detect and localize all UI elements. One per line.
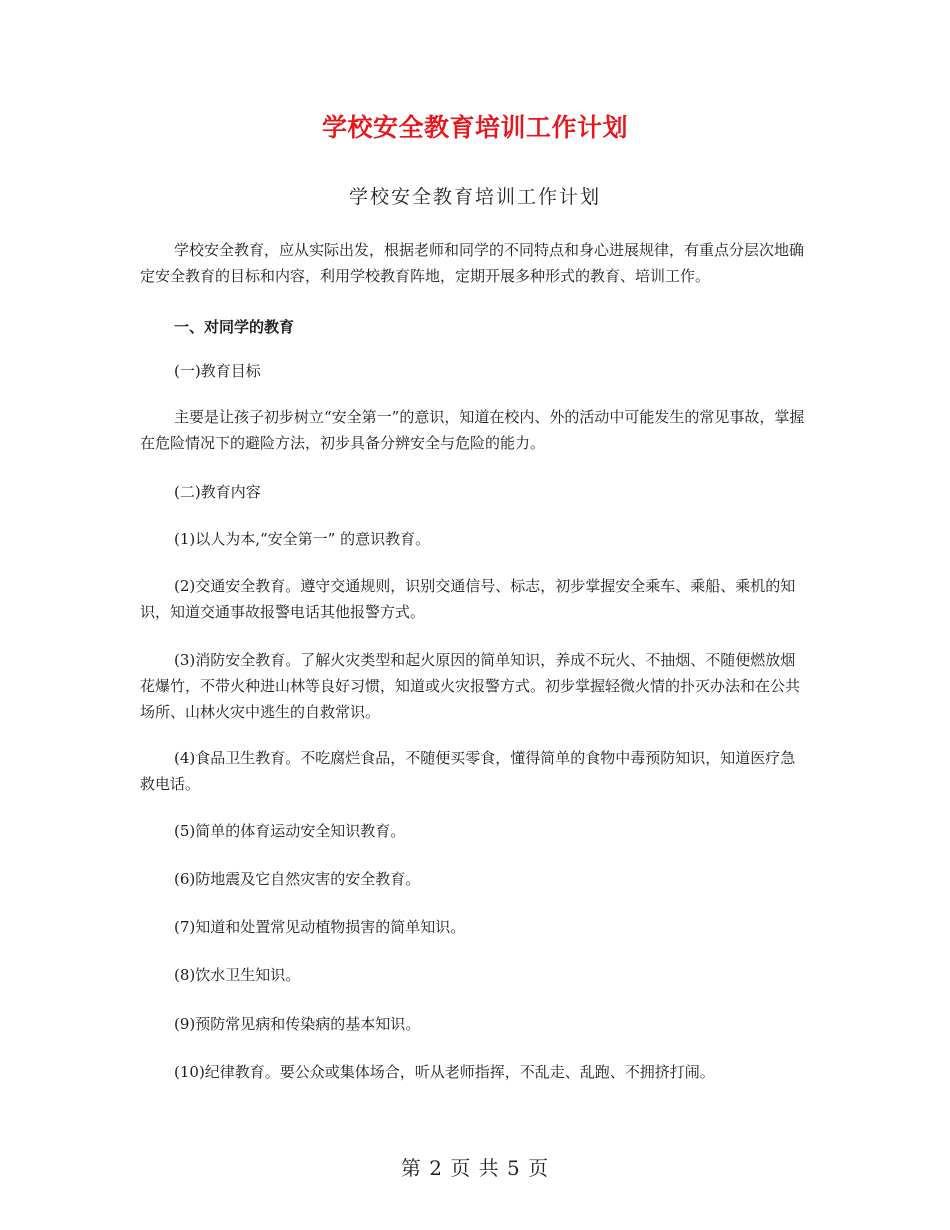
list-item: (7)知道和处置常见动植物损害的简单知识。 <box>174 918 466 936</box>
subsection-heading: (一)教育目标 <box>174 362 261 380</box>
list-item: (3)消防安全教育。了解火灾类型和起火原因的简单知识，养成不玩火、不抽烟、不随便燃放烟花爆竹，不带火种进山林等良好习惯，知道或火灾报警方式。初步掌握轻微火情的扑灭办法和在公共场所、山林火灾中逃生的自救常识。 <box>140 651 801 721</box>
page-number-footer: 第 2 页 共 5 页 <box>400 1156 550 1180</box>
subsection-heading: (二)教育内容 <box>174 483 261 501</box>
list-item: (6)防地震及它自然灾害的安全教育。 <box>174 870 421 888</box>
list-item: (5)简单的体育运动安全知识教育。 <box>174 822 406 840</box>
list-item: (4)食品卫生教育。不吃腐烂食品，不随便买零食，懂得简单的食物中毒预防知识，知道医疗急救电话。 <box>140 749 796 793</box>
list-item: (2)交通安全教育。遵守交通规则，识别交通信号、标志，初步掌握安全乘车、乘船、乘机的知识，知道交通事故报警电话其他报警方式。 <box>140 577 796 621</box>
intro-paragraph: 学校安全教育，应从实际出发，根据老师和同学的不同特点和身心进展规律，有重点分层次地确定安全教育的目标和内容，利用学校教育阵地，定期开展多种形式的教育、培训工作。 <box>140 241 805 285</box>
section-heading: 一、对同学的教育 <box>174 318 295 336</box>
list-item: (9)预防常见病和传染病的基本知识。 <box>174 1015 421 1033</box>
main-title: 学校安全教育培训工作计划 <box>321 113 628 142</box>
list-item: (10)纪律教育。要公众或集体场合，听从老师指挥，不乱走、乱跑、不拥挤打闹。 <box>174 1063 715 1081</box>
list-item: (1)以人为本,“安全第一” 的意识教育。 <box>174 530 431 548</box>
goal-paragraph: 主要是让孩子初步树立“安全第一”的意识，知道在校内、外的活动中可能发生的常见事故，掌握在危险情况下的避险方法，初步具备分辨安全与危险的能力。 <box>140 408 805 452</box>
sub-title: 学校安全教育培训工作计划 <box>348 186 601 208</box>
list-item: (8)饮水卫生知识。 <box>174 966 301 984</box>
